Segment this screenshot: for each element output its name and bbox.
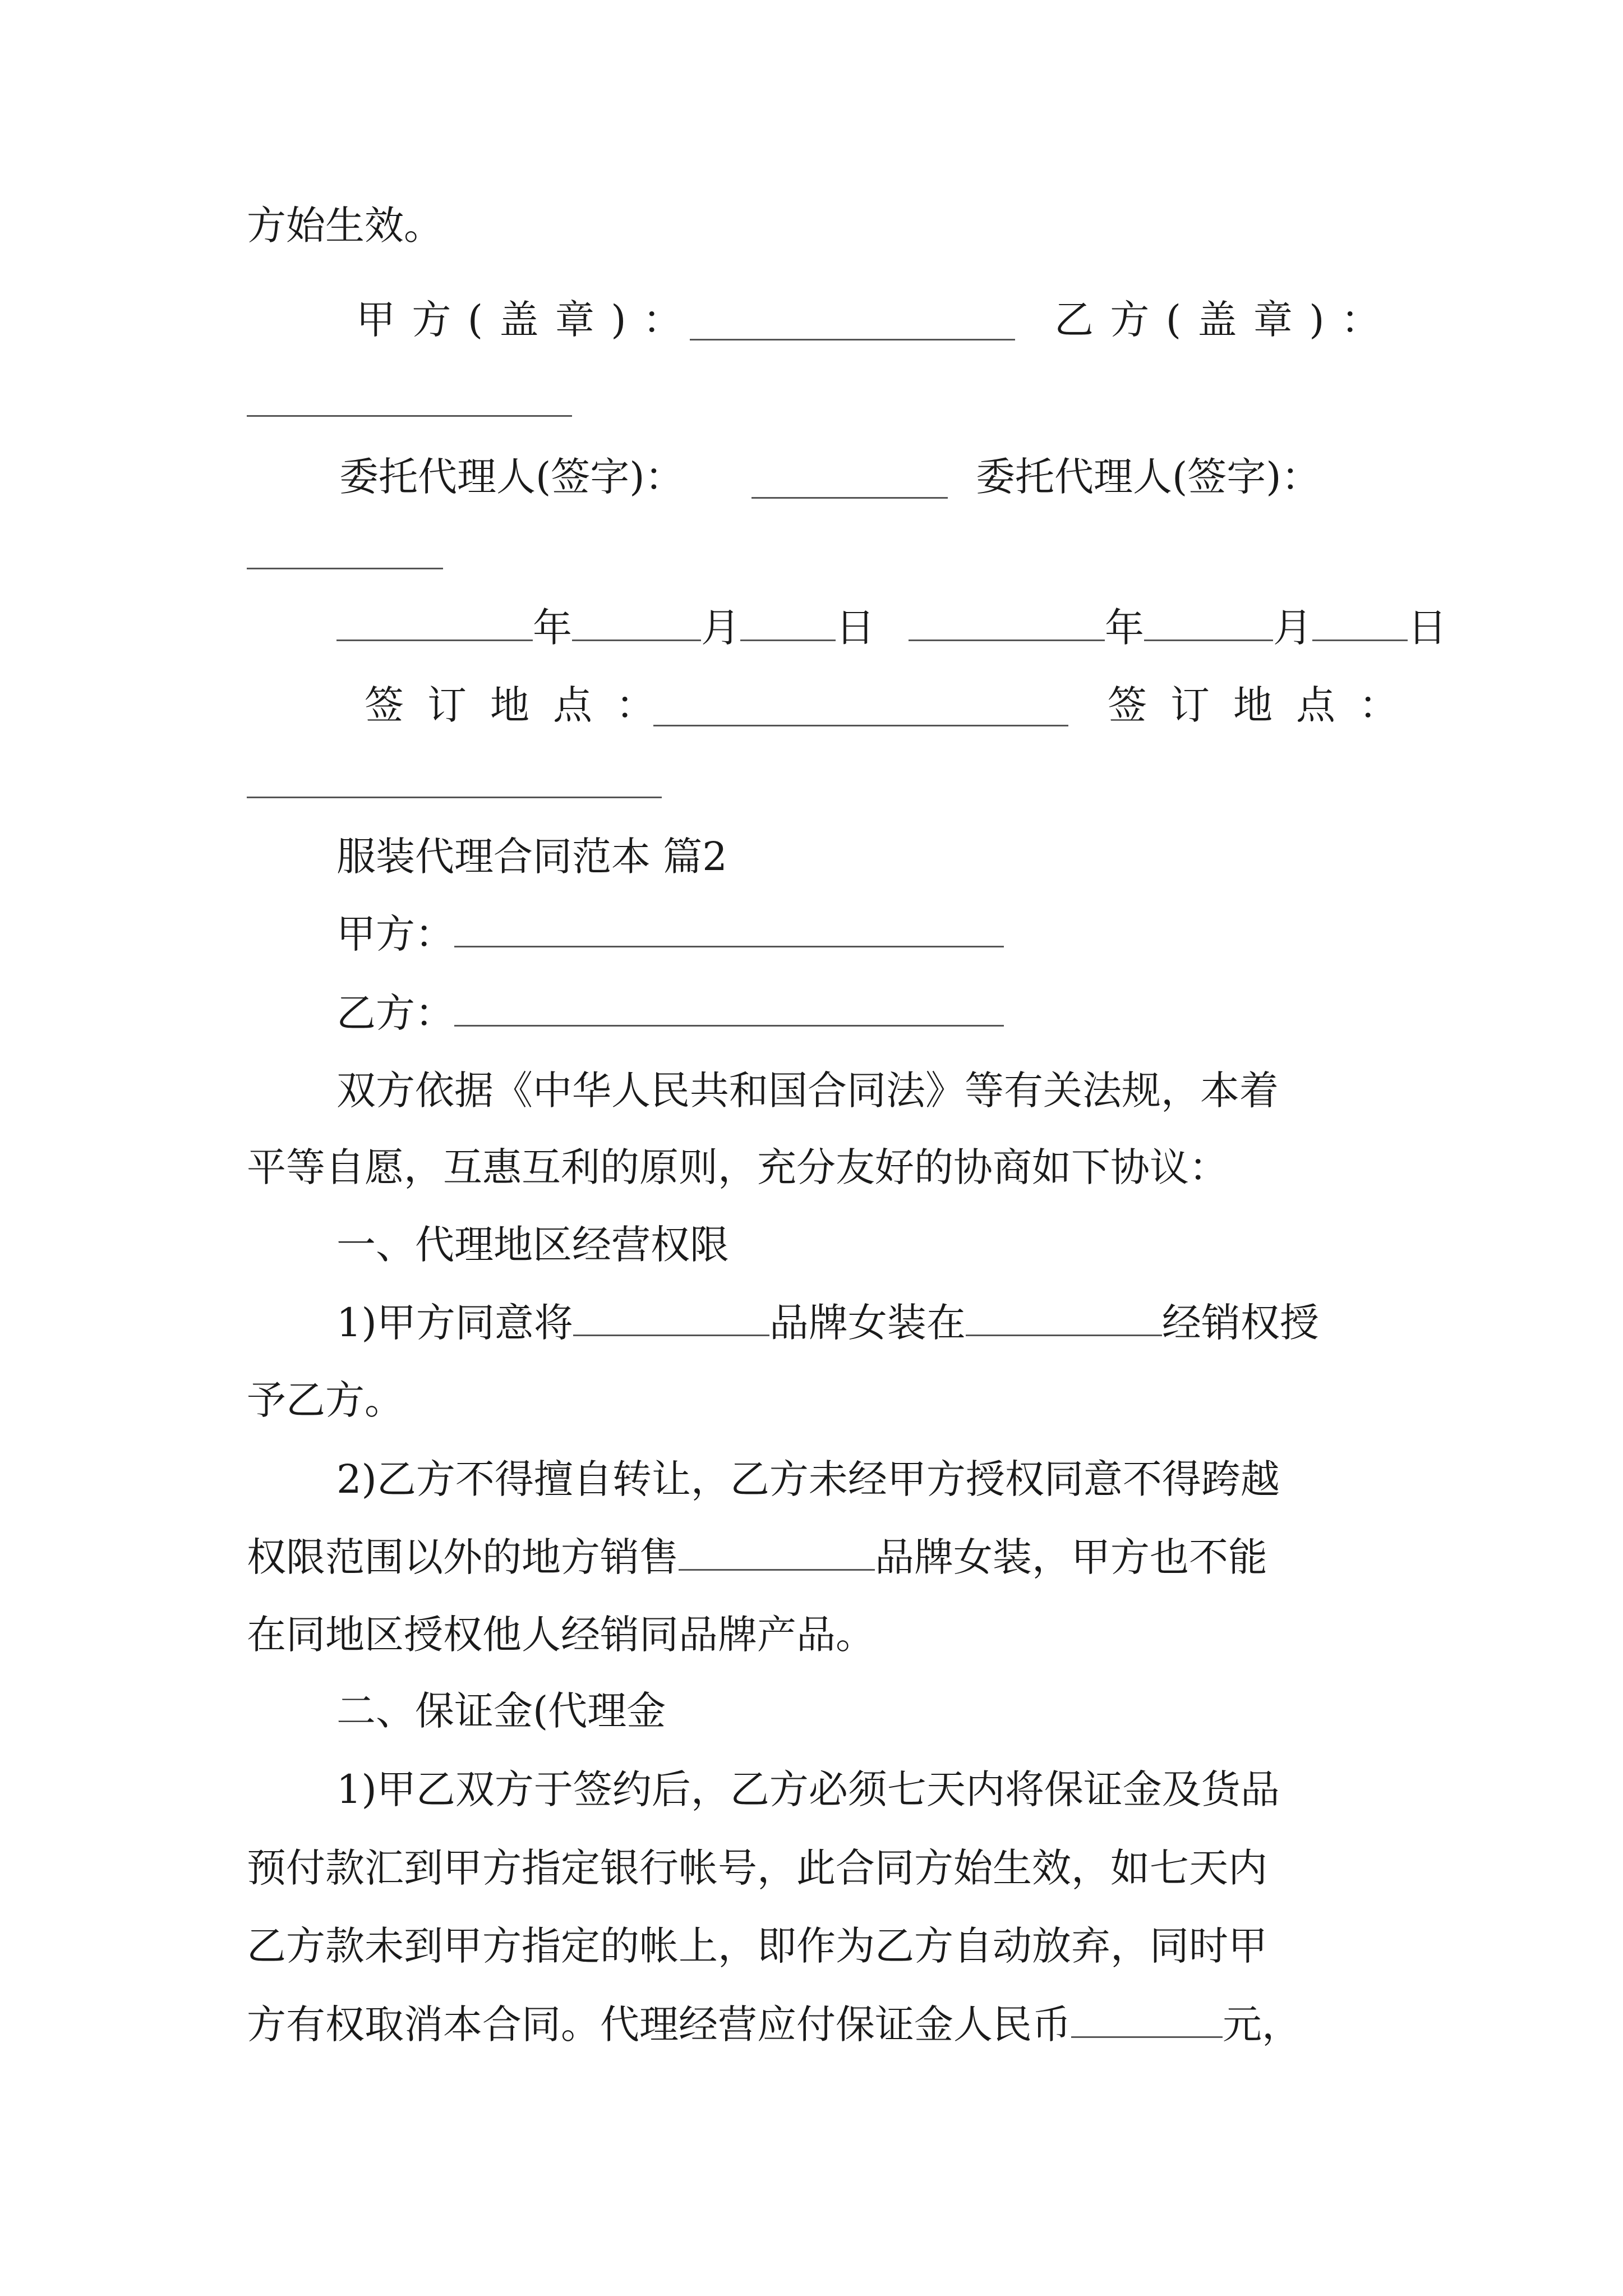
day-a-label: 日 [836, 605, 875, 651]
deposit-amount-blank [1071, 1996, 1223, 2038]
brand-blank [679, 1529, 875, 1571]
agent-b-label: 委托代理人(签字)： [976, 454, 1321, 500]
clause-2-line-3: 在同地区授权他人经销同品牌产品。 [247, 1612, 875, 1658]
intro-line-2: 平等自愿，互惠互利的原则，充分友好的协商如下协议： [247, 1144, 1228, 1190]
text-fragment: 品牌女装在 [769, 1300, 966, 1346]
month-b-label: 月 [1273, 605, 1312, 651]
brand-blank [573, 1294, 769, 1336]
day-a-blank [740, 599, 836, 641]
clause-3-line-2: 预付款汇到甲方指定银行帐号，此合同方始生效，如七天内 [247, 1845, 1267, 1891]
text-fragment: 1)甲方同意将 [336, 1300, 573, 1346]
text-fragment: 方始生效。 [247, 203, 443, 249]
party-b-seal-blank [247, 415, 572, 417]
place-a-blank [653, 725, 1068, 726]
clause-3-line-3: 乙方款未到甲方指定的帐上，即作为乙方自动放弃，同时甲 [247, 1923, 1267, 1969]
text-fragment: 经销权授 [1161, 1300, 1319, 1346]
text-fragment: 权限范围以外的地方销售 [247, 1534, 679, 1580]
agent-b-blank [247, 568, 443, 569]
place-b-blank [247, 797, 662, 798]
clause-3-line-4 [247, 1996, 1301, 2053]
year-b-blank [909, 599, 1105, 641]
text-fragment: 品牌女装，甲方也不能 [875, 1534, 1267, 1580]
party-b-label: 乙方： [336, 990, 454, 1036]
party-b-blank [454, 984, 1004, 1027]
clause-1-line-1 [336, 1294, 1319, 1351]
clause-2-line-2 [247, 1529, 1267, 1585]
month-b-blank [1144, 599, 1273, 641]
party-a-line [336, 905, 1004, 962]
party-b-seal-label: 乙方(盖章)： [1054, 297, 1397, 343]
region-blank [966, 1294, 1162, 1336]
day-b-blank [1312, 599, 1408, 641]
day-b-label: 日 [1408, 605, 1447, 651]
place-a-label: 签订地点： [365, 682, 679, 728]
agent-a-label: 委托代理人(签字)： [339, 454, 684, 500]
clause-2-line-1: 2)乙方不得擅自转让，乙方未经甲方授权同意不得跨越 [336, 1456, 1280, 1502]
text-line [247, 197, 443, 254]
party-a-blank [454, 905, 1004, 947]
section-title: 服装代理合同范本 篇2 [336, 834, 727, 880]
agent-a-blank [751, 497, 948, 499]
text-fragment: 方有权取消本合同。代理经营应付保证金人民币 [247, 2001, 1071, 2047]
party-a-seal-blank [690, 339, 1015, 341]
heading-2: 二、保证金(代理金 [336, 1688, 666, 1734]
month-a-label: 月 [701, 605, 740, 651]
month-a-blank [572, 599, 701, 641]
clause-1-line-2: 予乙方。 [247, 1377, 404, 1423]
year-a-label: 年 [533, 605, 572, 651]
party-a-seal-label: 甲方(盖章)： [356, 297, 699, 343]
party-a-label: 甲方： [336, 911, 454, 957]
year-b-label: 年 [1105, 605, 1144, 651]
party-b-line [336, 984, 1004, 1041]
year-a-blank [336, 599, 533, 641]
text-fragment: 元， [1223, 2001, 1301, 2047]
clause-3-line-1: 1)甲乙双方于签约后，乙方必须七天内将保证金及货品 [336, 1766, 1280, 1812]
date-line [336, 599, 1447, 656]
heading-1: 一、代理地区经营权限 [336, 1222, 729, 1268]
place-b-label: 签订地点： [1108, 682, 1422, 728]
intro-line-1: 双方依据《中华人民共和国合同法》等有关法规，本着 [336, 1068, 1279, 1114]
